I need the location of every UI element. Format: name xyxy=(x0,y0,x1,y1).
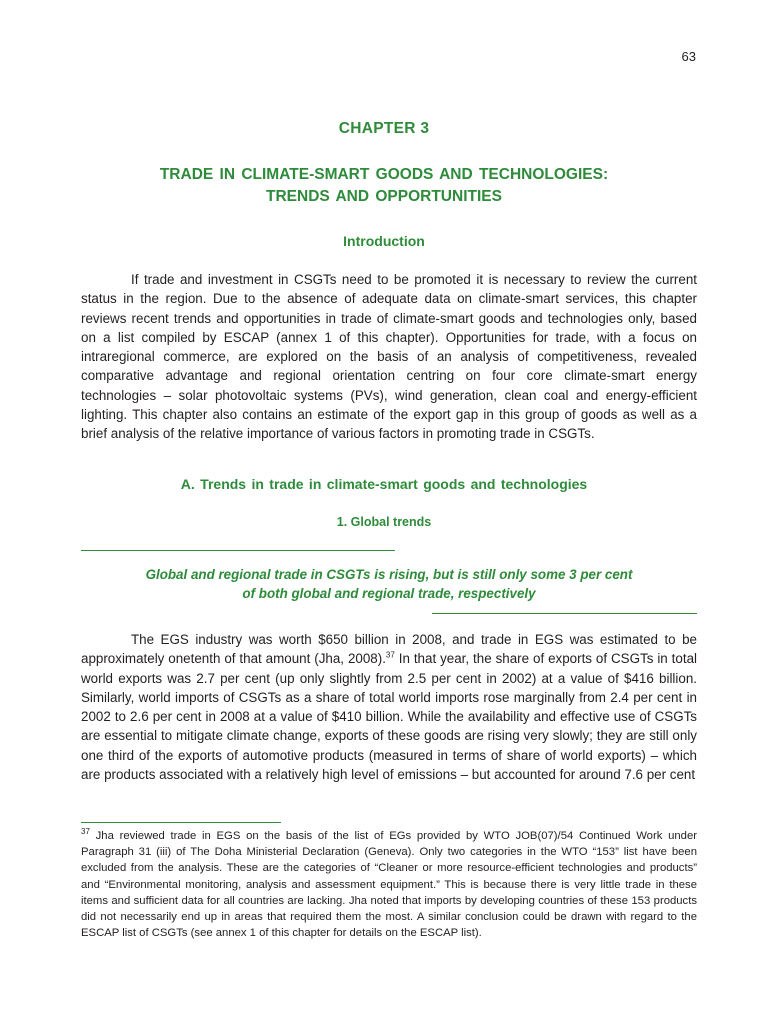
footnote-37 xyxy=(81,828,697,941)
highlight-rule-bottom xyxy=(432,613,697,614)
footnote-text: Jha reviewed trade in EGS on the basis of the list of EGs provided by WTO JOB(07)/54 Continued Work under Paragraph 31 (iii) of The Doha Ministerial Declaration (Geneva). Only two categories in the WTO “153” list have been excluded from the analysis. These are the categories of “Cleaner or more resource-efficient technologies and products” and “Environmental monitoring, analysis and assessment equipment.” This is because there is very little trade in these items and sufficient data for all countries are lacking. Jha noted that imports by developing countries of these 153 products did not necessarily end up in areas that required them the most. A similar conclusion could be drawn with regard to the ESCAP list of CSGTs (see annex 1 of this chapter for details on the ESCAP list). xyxy=(81,830,697,940)
chapter-label: CHAPTER 3 xyxy=(338,120,430,137)
intro-paragraph xyxy=(81,270,697,444)
subsection-global-trends-heading: 1. Global trends xyxy=(336,515,432,529)
chapter-title-line-1: TRADE IN CLIMATE-SMART GOODS AND TECHNOLOGIES: xyxy=(159,166,609,183)
highlight-line-2: of both global and regional trade, respectively xyxy=(242,586,536,602)
egs-paragraph xyxy=(81,630,697,784)
footnote-separator xyxy=(81,822,281,823)
highlight-line-1: Global and regional trade in CSGTs is rising, but is still only some 3 per cent xyxy=(145,567,633,582)
chapter-title xyxy=(60,164,708,208)
highlight-rule-top xyxy=(81,550,395,551)
page-number: 63 xyxy=(681,49,696,64)
footnote-reference-37[interactable]: 37 xyxy=(385,650,395,660)
key-finding-highlight xyxy=(81,565,697,604)
introduction-heading: Introduction xyxy=(343,233,425,249)
chapter-title-line-2: TRENDS AND OPPORTUNITIES xyxy=(266,188,502,205)
section-a-heading: A. Trends in trade in climate-smart goods and technologies xyxy=(180,476,588,492)
intro-paragraph-text: If trade and investment in CSGTs need to be promoted it is necessary to review the current status in the region. Due to the absence of adequate data on climate-smart services, this chapter reviews recent trends and opportunities in trade of climate-smart goods and technologies only, based on a list compiled by ESCAP (annex 1 of this chapter). Opportunities for trade, with a focus on intraregional commerce, are explored on the basis of an analysis of competitiveness, revealed comparative advantage and regional orientation centring on four core climate-smart energy technologies – solar photovoltaic systems (PVs), wind generation, clean coal and energy-efficient lighting. This chapter also contains an estimate of the export gap in this group of goods as well as a brief analysis of the relative importance of various factors in promoting trade in CSGTs. xyxy=(81,272,697,442)
egs-paragraph-text-2: In that year, the share of exports of CSGTs in total world exports was 2.7 per cent (up only slightly from 2.5 per cent in 2002) at a value of $416 billion. Similarly, world imports of CSGTs as a share of total world imports rose marginally from 2.4 per cent in 2002 to 2.6 per cent in 2008 at a value of $410 billion. While the availability and effective use of CSGTs are essential to mitigate climate change, exports of these goods are rising very slowly; they are still only one third of the exports of automotive products (measured in terms of share of world exports) – which are products associated with a relatively high level of emissions – but accounted for around 7.6 per cent xyxy=(81,651,697,783)
footnote-number: 37 xyxy=(81,827,90,837)
egs-paragraph-text-1: The EGS industry was worth $650 billion in 2008, and trade in EGS was estimated to be approximately onetenth of that amount (Jha, 2008). xyxy=(81,632,697,667)
